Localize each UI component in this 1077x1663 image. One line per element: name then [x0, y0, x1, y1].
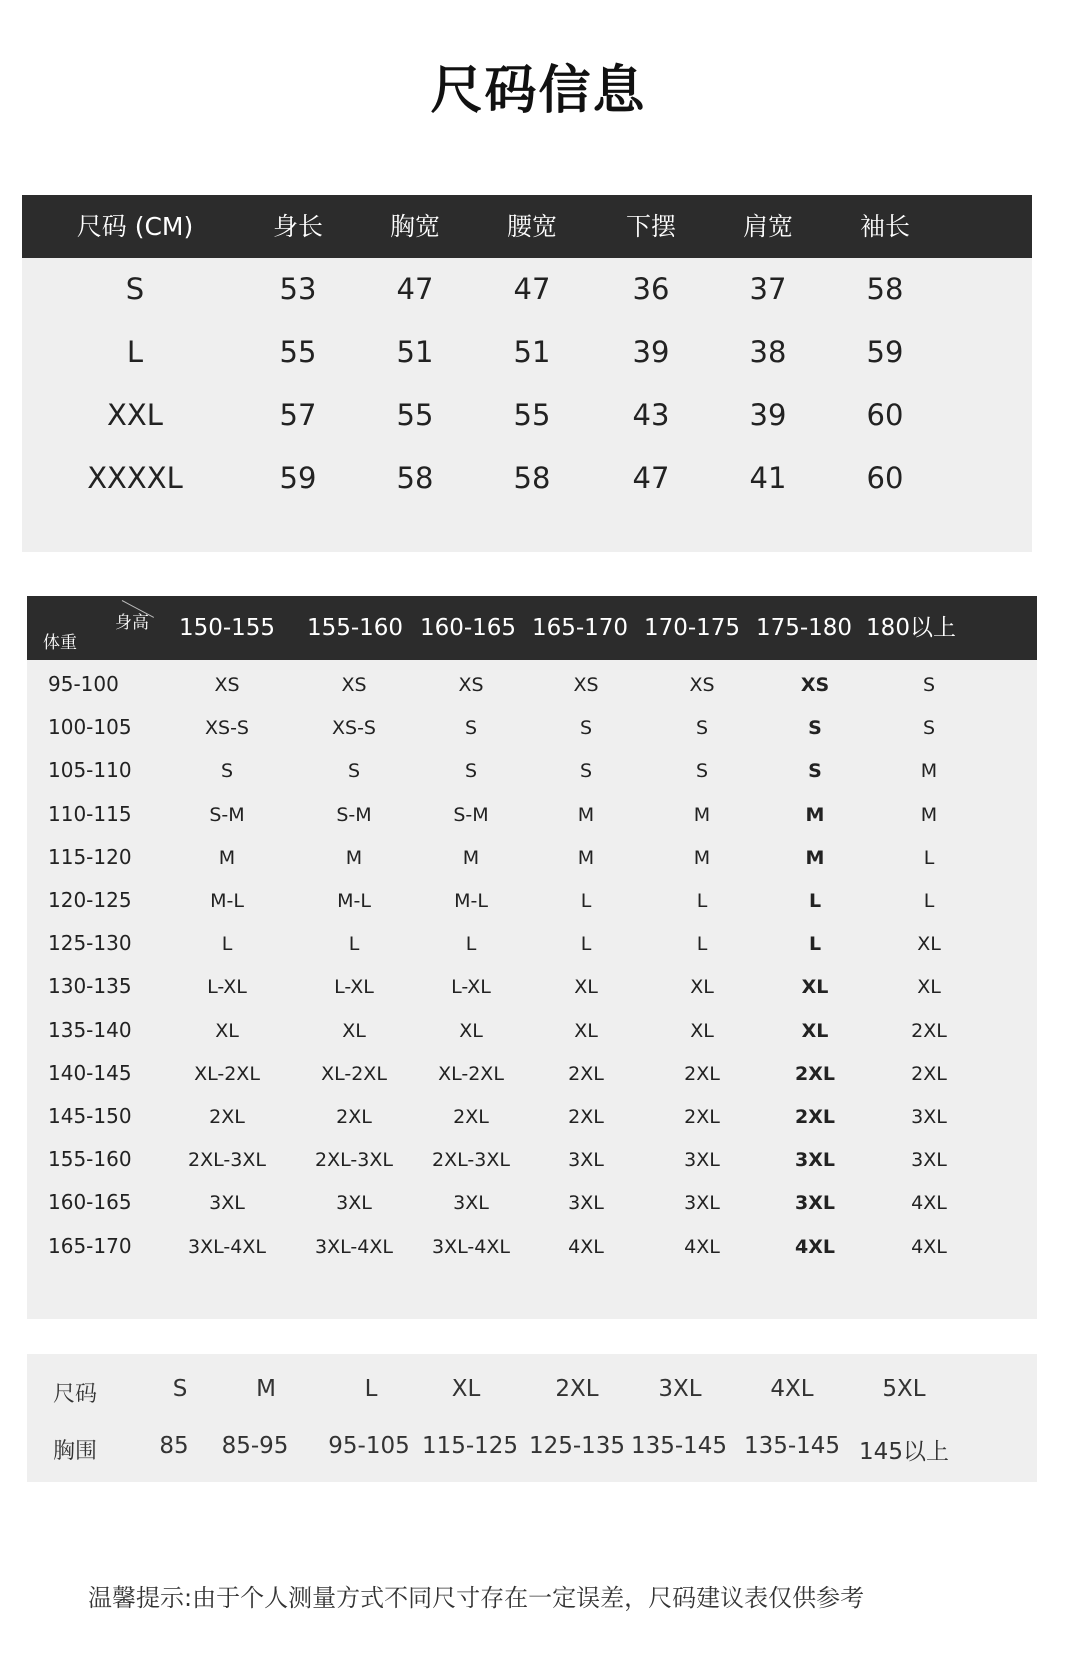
recommended-size-cell: L: [465, 933, 477, 956]
recommended-size-cell: M-L: [454, 890, 488, 912]
recommended-size-cell: M: [577, 846, 595, 869]
recommended-size-cell: 2XL: [568, 1106, 604, 1128]
recommended-size-cell: 3XL: [795, 1149, 835, 1172]
weight-range-cell: 155-160: [48, 1147, 132, 1172]
recommended-size-cell: XL-2XL: [438, 1062, 504, 1085]
recommended-size-cell: M: [693, 803, 711, 826]
recommended-size-cell: 3XL: [911, 1149, 947, 1172]
recommended-size-cell: XS-S: [332, 717, 376, 740]
recommended-size-cell: 2XL-3XL: [188, 1149, 266, 1172]
recommended-size-cell: 3XL: [911, 1106, 947, 1128]
recommended-size-cell: 2XL: [453, 1106, 489, 1128]
size-cell: L: [364, 1376, 378, 1402]
weight-range-cell: 95-100: [48, 672, 119, 696]
size-row-label: 尺码: [53, 1382, 98, 1407]
measurement-value-cell: 58: [396, 461, 434, 495]
chest-girth-cell: 125-135: [528, 1433, 626, 1459]
recommended-size-cell: S: [808, 760, 822, 783]
recommended-size-cell: 3XL-4XL: [188, 1235, 266, 1258]
recommended-size-cell: XL: [917, 976, 941, 999]
chest-girth-cell: 115-125: [421, 1433, 519, 1459]
recommended-size-cell: S: [579, 717, 593, 740]
recommended-size-cell: 4XL: [795, 1235, 835, 1258]
height-range-header: 170-175: [643, 615, 741, 641]
recommended-size-cell: M: [920, 803, 938, 826]
weight-range-cell: 125-130: [48, 931, 132, 956]
recommended-size-cell: 2XL: [209, 1106, 245, 1128]
recommended-size-cell: M: [218, 846, 236, 869]
recommended-size-cell: S-M: [453, 803, 489, 826]
measurement-value-cell: 47: [396, 272, 434, 306]
height-range-header: 180以上: [866, 615, 956, 641]
recommended-size-cell: XS: [800, 674, 830, 696]
recommended-size-cell: XS: [341, 674, 367, 696]
measurement-value-cell: 55: [396, 398, 434, 432]
measurement-table: [22, 195, 1032, 552]
recommended-size-cell: XL: [215, 1019, 239, 1042]
measurement-value-cell: 60: [866, 461, 904, 495]
measurement-table-header: [22, 195, 1032, 258]
measurement-header-cell: 胸宽: [389, 212, 441, 241]
recommended-size-cell: M: [462, 846, 480, 869]
recommended-size-cell: XS: [573, 674, 599, 696]
measurement-header-cell: 下摆: [625, 212, 677, 241]
recommended-size-cell: L: [696, 933, 708, 956]
weight-range-cell: 160-165: [48, 1190, 132, 1215]
corner-height-label: 身高: [115, 613, 149, 633]
chest-girth-cell: 135-145: [743, 1433, 841, 1459]
recommended-size-cell: 3XL: [568, 1149, 604, 1172]
measurement-value-cell: 55: [279, 335, 317, 369]
chest-girth-cell: 85-95: [221, 1433, 289, 1459]
recommended-size-cell: XS: [214, 674, 240, 696]
recommended-size-cell: L: [580, 933, 592, 956]
measurement-value-cell: 37: [749, 272, 787, 306]
recommended-size-cell: XS: [458, 674, 484, 696]
recommended-size-cell: XL: [574, 976, 598, 999]
measurement-header-cell: 身长: [272, 212, 324, 241]
measurement-value-cell: 39: [749, 398, 787, 432]
recommended-size-cell: L: [808, 933, 822, 956]
recommended-size-cell: L: [923, 890, 935, 912]
recommended-size-cell: 2XL: [684, 1106, 720, 1128]
recommended-size-cell: XL: [690, 976, 714, 999]
recommended-size-cell: M-L: [337, 890, 371, 912]
chest-row-label: 胸围: [53, 1439, 98, 1464]
recommended-size-cell: S: [922, 674, 936, 696]
recommended-size-cell: M: [693, 846, 711, 869]
measurement-value-cell: 59: [866, 335, 904, 369]
recommended-size-cell: S: [922, 717, 936, 740]
recommended-size-cell: 4XL: [911, 1192, 947, 1215]
recommended-size-cell: S: [220, 760, 234, 783]
page-title: 尺码信息: [430, 61, 647, 121]
measurement-header-cell: 袖长: [859, 212, 911, 241]
recommended-size-cell: 4XL: [568, 1235, 604, 1258]
chest-girth-cell: 95-105: [328, 1433, 410, 1459]
weight-range-cell: 130-135: [48, 974, 132, 999]
chest-girth-cell: 135-145: [630, 1433, 728, 1459]
measurement-value-cell: 57: [279, 398, 317, 432]
measurement-value-cell: 55: [513, 398, 551, 432]
measurement-value-cell: 51: [396, 335, 434, 369]
recommended-size-cell: S: [808, 717, 822, 740]
recommended-size-cell: 2XL: [795, 1062, 835, 1085]
weight-range-cell: 165-170: [48, 1233, 132, 1258]
recommended-size-cell: S: [464, 717, 478, 740]
measurement-table-body: [22, 258, 1032, 552]
recommended-size-cell: 3XL: [336, 1192, 372, 1215]
recommended-size-cell: M: [577, 803, 595, 826]
recommended-size-cell: M: [345, 846, 363, 869]
recommended-size-cell: XS: [689, 674, 715, 696]
recommended-size-cell: L-XL: [451, 976, 491, 999]
recommended-size-cell: S: [464, 760, 478, 783]
measurement-value-cell: 51: [513, 335, 551, 369]
size-cell: XL: [451, 1376, 481, 1402]
measurement-value-cell: 58: [866, 272, 904, 306]
recommended-size-cell: S: [579, 760, 593, 783]
recommended-size-cell: 2XL-3XL: [315, 1149, 393, 1172]
recommended-size-cell: 3XL: [795, 1192, 835, 1215]
recommended-size-cell: S-M: [336, 803, 372, 826]
recommended-size-cell: S: [695, 717, 709, 740]
measurement-value-cell: 60: [866, 398, 904, 432]
measurement-value-cell: 43: [632, 398, 670, 432]
measurement-header-cell: 尺码 (CM): [76, 212, 194, 241]
recommended-size-cell: L-XL: [207, 976, 247, 999]
recommended-size-cell: S: [695, 760, 709, 783]
measurement-value-cell: 47: [632, 461, 670, 495]
disclaimer-note: 温馨提示:由于个人测量方式不同尺寸存在一定误差，尺码建议表仅供参考: [88, 1584, 865, 1612]
recommended-size-cell: 2XL: [336, 1106, 372, 1128]
recommended-size-cell: XL: [690, 1019, 714, 1042]
corner-weight-label: 体重: [43, 633, 77, 653]
recommended-size-cell: 3XL: [453, 1192, 489, 1215]
weight-range-cell: 100-105: [48, 715, 132, 740]
recommended-size-cell: 3XL: [568, 1192, 604, 1215]
size-cell: 4XL: [770, 1376, 814, 1402]
size-cell: 2XL: [555, 1376, 599, 1402]
recommended-size-cell: XL-2XL: [194, 1062, 260, 1085]
recommended-size-cell: 3XL-4XL: [432, 1235, 510, 1258]
measurement-header-cell: 腰宽: [506, 212, 558, 241]
chest-girth-cell: 85: [159, 1433, 189, 1459]
height-range-header: 175-180: [755, 615, 853, 641]
recommended-size-cell: XL: [917, 933, 941, 956]
recommended-size-cell: 4XL: [684, 1235, 720, 1258]
recommended-size-cell: 3XL: [684, 1149, 720, 1172]
chest-girth-cell: 145以上: [859, 1439, 949, 1465]
recommended-size-cell: 3XL-4XL: [315, 1235, 393, 1258]
recommended-size-cell: L: [696, 890, 708, 912]
height-range-header: 150-155: [178, 615, 276, 641]
recommended-size-cell: 3XL: [684, 1192, 720, 1215]
weight-range-cell: 115-120: [48, 844, 132, 869]
recommended-size-cell: L-XL: [334, 976, 374, 999]
recommended-size-cell: M-L: [210, 890, 244, 912]
recommended-size-cell: M: [805, 803, 825, 826]
recommended-size-cell: 2XL: [568, 1062, 604, 1085]
recommended-size-cell: 2XL: [795, 1106, 835, 1128]
height-range-header: 155-160: [306, 615, 404, 641]
recommended-size-cell: XS-S: [205, 717, 249, 740]
measurement-value-cell: 36: [632, 272, 670, 306]
height-range-header: 165-170: [531, 615, 629, 641]
recommended-size-cell: XL: [342, 1019, 366, 1042]
recommended-size-cell: 3XL: [209, 1192, 245, 1215]
recommended-size-cell: 2XL: [911, 1062, 947, 1085]
weight-range-cell: 120-125: [48, 888, 132, 912]
recommended-size-cell: S: [347, 760, 361, 783]
chest-girth-table: [27, 1354, 1037, 1482]
weight-range-cell: 140-145: [48, 1060, 132, 1085]
recommended-size-cell: L: [923, 846, 935, 869]
recommended-size-cell: M: [805, 846, 825, 869]
recommended-size-cell: XL: [459, 1019, 483, 1042]
size-recommendation-table: [27, 596, 1037, 1319]
recommended-size-cell: XL-2XL: [321, 1062, 387, 1085]
measurement-header-cell: 肩宽: [742, 212, 794, 241]
recommended-size-cell: 2XL: [684, 1062, 720, 1085]
weight-range-cell: 105-110: [48, 758, 132, 783]
size-label-cell: XXL: [107, 398, 163, 432]
measurement-value-cell: 41: [749, 461, 787, 495]
size-label-cell: S: [125, 272, 145, 306]
recommendation-table-header: [27, 596, 1037, 660]
weight-range-cell: 145-150: [48, 1104, 132, 1128]
recommended-size-cell: 2XL-3XL: [432, 1149, 510, 1172]
size-cell: S: [172, 1376, 188, 1402]
measurement-value-cell: 58: [513, 461, 551, 495]
measurement-value-cell: 39: [632, 335, 670, 369]
recommended-size-cell: 4XL: [911, 1235, 947, 1258]
recommended-size-cell: XL: [574, 1019, 598, 1042]
recommended-size-cell: L: [580, 890, 592, 912]
recommended-size-cell: 2XL: [911, 1019, 947, 1042]
size-cell: 5XL: [882, 1376, 926, 1402]
weight-range-cell: 110-115: [48, 801, 132, 826]
size-label-cell: XXXXL: [87, 461, 183, 495]
size-cell: 3XL: [658, 1376, 702, 1402]
recommended-size-cell: L: [348, 933, 360, 956]
height-range-header: 160-165: [419, 615, 517, 641]
recommended-size-cell: L: [808, 890, 822, 912]
measurement-value-cell: 59: [279, 461, 317, 495]
weight-range-cell: 135-140: [48, 1017, 132, 1042]
recommended-size-cell: S-M: [209, 803, 245, 826]
size-label-cell: L: [126, 335, 144, 369]
size-cell: M: [256, 1376, 276, 1402]
measurement-value-cell: 53: [279, 272, 317, 306]
measurement-value-cell: 47: [513, 272, 551, 306]
recommendation-table-body: [27, 660, 1037, 1319]
recommended-size-cell: XL: [801, 1019, 829, 1042]
recommended-size-cell: L: [221, 933, 233, 956]
recommended-size-cell: XL: [801, 976, 829, 999]
measurement-value-cell: 38: [749, 335, 787, 369]
recommended-size-cell: M: [920, 760, 938, 783]
